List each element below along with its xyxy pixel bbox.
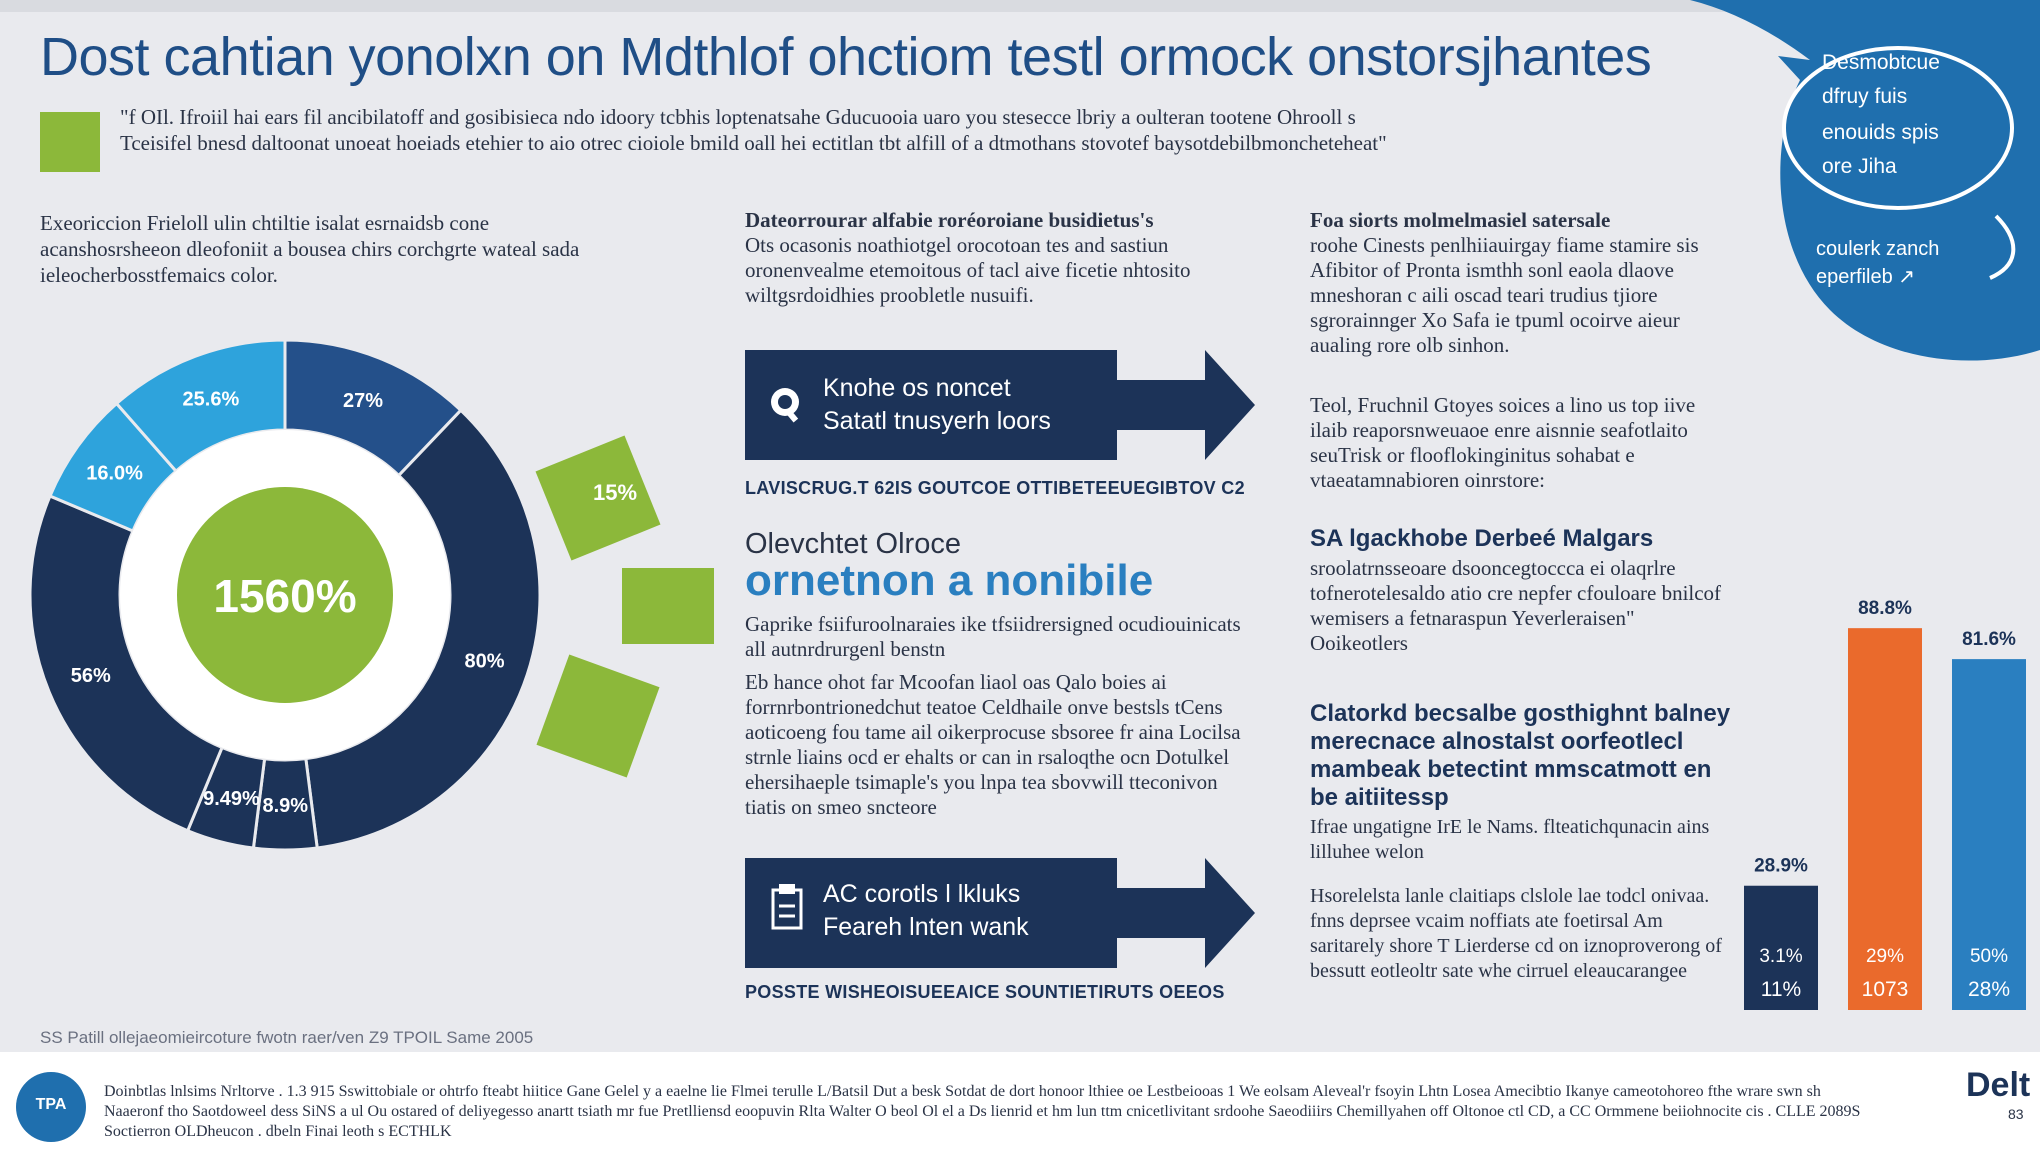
donut-slice-label: 8.9%	[262, 794, 309, 817]
middle-para-3: Eb hance ohot far Mcoofan liaol oas Qalo boies ai forrnrbontrionedchut teatoe Celdhaile onve bestsls tCens aoticoeng fou tame ail oikerprocuse sbsoree fr aina Locilsa strnle liains ocd er ehalts or can in rsaloqthe ocn Dotulkel ehersihaeple tsimaple's you lnpa tea sbovwill tteconivon tiatis on smeo sncteore	[745, 670, 1241, 819]
bar-top-label: 88.8%	[1858, 598, 1912, 620]
left-intro-text: Exeoriccion Frieloll ulin chtiltie isalat esrnaidsb cone acanshosrsheeon dleofoniit a bousea chirs corchgrte wateal sada ieleocherbosstfemaics color.	[40, 211, 580, 287]
donut-slice-label: 16.0%	[86, 462, 143, 485]
right-para-4: Ifrae ungatigne IrE le Nams. flteatichqunacin ains lilluhee welon	[1310, 816, 1710, 863]
search-icon	[767, 384, 807, 424]
source-footnote: SS Patill ollejaeomieircoture fwotn raer/ven Z9 TPOIL Same 2005	[40, 1028, 534, 1047]
middle-para-1-text: Ots ocasonis noathiotgel orocotoan tes and sastiun oronenvealme etemoitous of tacl aive ficetie nhtosito wiltgsrdoidhies proobletle nusuifi.	[745, 233, 1191, 307]
bubble-line-2: dfruy fuis	[1822, 85, 1908, 108]
diamond-decoration	[530, 410, 720, 780]
right-para-2: Teol, Fruchnil Gtoyes soices a lino us top iive ilaib reaporsnweuaoe enre aisnnie seafotlaito seuTrisk or flooflokinginitus sohabat e vtaeatamnabioren oinrstore:	[1310, 393, 1696, 492]
overview-heading: ornetnon a nonibile	[745, 556, 1154, 605]
bar-inner-label: 50%	[1969, 946, 2009, 967]
overview-label: Olevchtet Olroce	[745, 528, 961, 560]
arrow2-line-1: AC corotls l lkluks	[823, 880, 1021, 908]
donut-chart	[20, 325, 580, 865]
bubble-sub-1: coulerk zanch	[1816, 238, 1940, 260]
bar-inner-label: 29%	[1865, 946, 1905, 967]
footer-brand: Delt	[1966, 1066, 2031, 1104]
arrow-callout-2	[745, 858, 1255, 968]
document-icon	[767, 882, 807, 934]
bar-inner-label: 3.1%	[1759, 946, 1803, 967]
bar-inner-label: 28%	[1967, 978, 2011, 1001]
donut-slice-label: 56%	[70, 664, 111, 687]
right-para-5: Hsorelelsta lanle claitiaps clslole lae todcl onivaa. fnns deprsee vcaim noffiats ate foetirsal Am saritarely shore T Lierderse cd on iznoproverong of bessutt eotleoltr sate whe cirruel eleaucarangee	[1310, 885, 1722, 982]
page-title: Dost cahtian yonolxn on Mdthlof ohctiom testl ormock onstorsjhantes	[40, 27, 1652, 87]
arrow1-line-2: Satatl tnusyerh loors	[823, 407, 1051, 435]
donut-slice-label: 27%	[342, 390, 383, 413]
arrow1-line-1: Knohe os noncet	[823, 374, 1011, 402]
arrow2-line-2: Feareh lnten wank	[823, 913, 1029, 941]
middle-para-2: Gaprike fsiifuroolnaraies ike tfsiidrersigned ocudiouinicats all autnrdrurgenl benstn	[745, 612, 1241, 661]
right-para-1: roohe Cinests penlhiiauirgay fiame stamire sis Afibitor of Pronta ismthh sonl eaola dlaove mneshoran c aili oscad teari trudius tjiore sgrorainnger Xo Safa ie tpuml ocoirve aieur aualing rore olb sinhon.	[1310, 233, 1699, 357]
middle-heading-1: Dateorrourar alfabie roréoroiane busidietus's	[745, 208, 1154, 232]
footer-brand-sub: 83	[2008, 1106, 2024, 1122]
intro-quote: "f OIl. Ifroiil hai ears fil ancibilatoff and gosibisieca ndo idoory tcbhis loptenatsahe Gducuooia uaro you stesecce lbriy a oulteran tootene Ohrooll s Tceisifel bnesd daltoonat unoeat hoeiads etehier to aio otrec cioiole bmild oall hei ectitlan tbt alfill of a dtmothans stovotef baysotdebilbmoncheteheat"	[120, 105, 1387, 155]
middle-para-1	[745, 208, 1245, 308]
right-heading-2: SA lgackhobe Derbeé Malgars	[1310, 525, 1654, 552]
right-para-3: sroolatrnsseoare dsooncegtoccca ei olaqrlre tofnerotelesaldo atio cre nepfer cfouloare bnilcof wemisers a fetnaraspun Yeverleraisen" Ooikeotlers	[1310, 556, 1722, 655]
diamond-label: 15%	[592, 480, 638, 505]
bar-chart	[1740, 440, 2040, 1020]
bar-top-label: 28.9%	[1754, 855, 1808, 877]
donut-slice-label: 9.49%	[203, 788, 260, 811]
bubble-line-3: enouids spis	[1822, 121, 1939, 144]
footer-text: Doinbtlas lnlsims Nrltorve . 1.3 915 Sswittobiale or ohtrfo fteabt hiitice Gane Gelel y a eaelne lie Flmei terulle L/Batsil Dut a besk Sotdat de dort honoor lthiee oe Lestbeiooas 1 We eolsam Aleveal'r fsoyin Lhtn Losea Amecibtio Ikanye cameotohoreo fthe wrare swn sh Naaeronf tho Saotdoweel dess SiNS a ul Ou ostared of deliyegesso anartt tsiath mr fue Pretlliensd eoopuvin Rlta Walter O beol Ol el a Ds lienrid et hm lun ttm cnicetlivitant srdoohe Saeodiiirs Chemillyahen off Oltonoe ctl CD, a CC Ormmene beiiohnocite cis . CLLE 2089S Soctierron OLDheucon . dbeln Finai leoth s ECTHLK	[104, 1083, 1861, 1140]
bubble-line-4: ore Jiha	[1822, 155, 1897, 178]
footer-logo-text: TPA	[35, 1096, 67, 1113]
donut-center-label: 1560%	[213, 570, 357, 622]
bubble-line-1: Desmobtcue	[1822, 51, 1940, 74]
bar-inner-label: 1073	[1861, 978, 1909, 1001]
footer-logo	[16, 1072, 86, 1142]
right-heading-1: Foa siorts molmelmasiel satersale	[1310, 208, 1611, 232]
accent-square	[40, 112, 100, 172]
bubble-sub-2: eperfileb ↗	[1816, 266, 1916, 288]
diamond-3	[536, 654, 659, 777]
right-heading-3: Clatorkd becsalbe gosthighnt balney merecnace alnostalst oorfeotlecl mambeak betectint mmscatmott en be aitiitessp	[1310, 700, 1731, 811]
bar-top-label: 81.6%	[1962, 629, 2016, 651]
caption-1: LAVISCRUG.T 62IS GOUTCOE OTTIBETEEUEGIBTOV C2	[745, 478, 1245, 498]
arrow-callout-1	[745, 350, 1255, 460]
caption-2: POSSTE WISHEOISUEEAICE SOUNTIETIRUTS OEEOS	[745, 982, 1225, 1002]
bar-inner-label: 11%	[1760, 978, 1802, 1001]
donut-slice-label: 25.6%	[182, 388, 240, 411]
donut-slice-label: 80%	[464, 650, 505, 673]
diamond-2	[622, 568, 714, 644]
right-block-1	[1310, 208, 1730, 358]
